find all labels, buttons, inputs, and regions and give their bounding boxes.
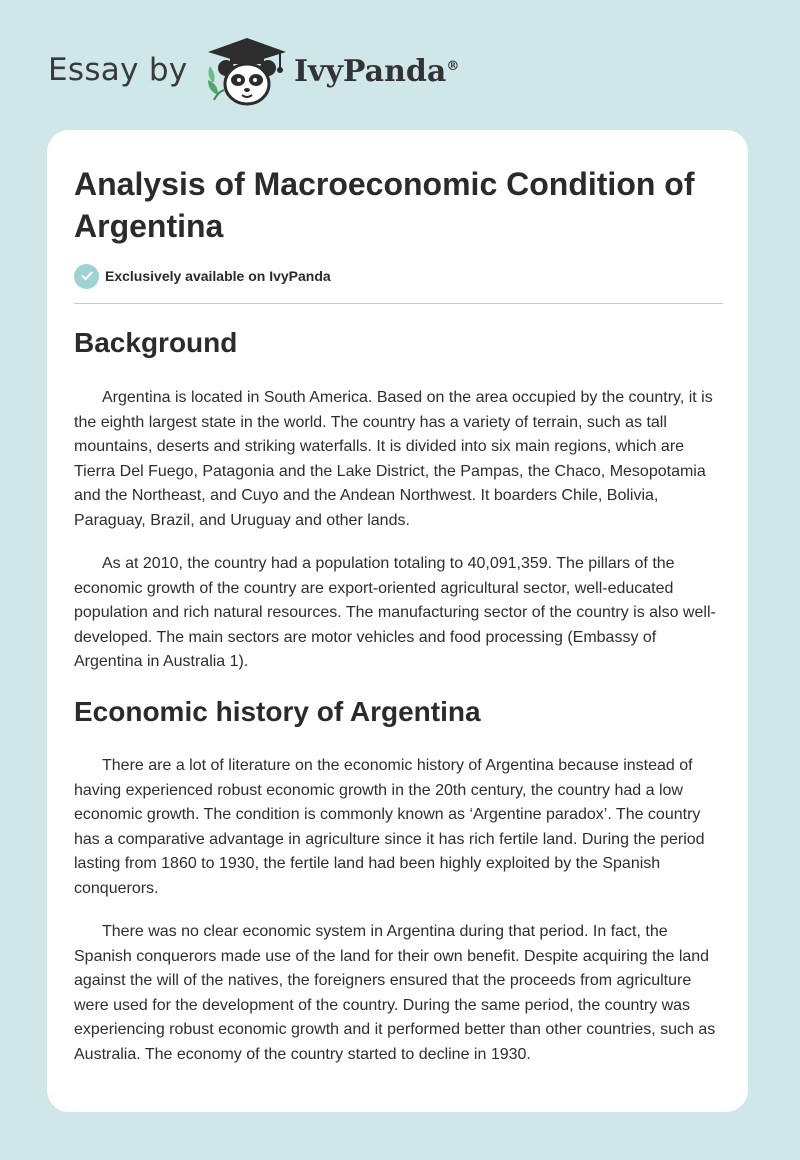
ivypanda-brand[interactable]	[294, 54, 459, 89]
paragraph: There was no clear economic system in Argentina during that period. In fact, the Spanish conquerors made use of the land for their own benefit. Despite acquiring the land against the will of the natives, the foreigners ensured that the proceeds from agriculture were used for the development of the country. During the same period, the country was experiencing robust economic growth and it performed better than other countries, such as Australia. The economy of the country started to decline in 1930.	[74, 923, 716, 1063]
site-header	[48, 34, 648, 114]
essay-by-label: Essay by	[48, 52, 188, 88]
paragraph: Argentina is located in South America. Based on the area occupied by the country, it is the eighth largest state in the world. The country has a variety of terrain, such as tall mountains, deserts and striking waterfalls. It is divided into six main regions, which are Tierra Del Fuego, Patagonia and the Lake District, the Pampas, the Chaco, Mesopotamia and the Northeast, and Cuyo and the Andean Northwest. It boarders Chile, Bolivia, Paraguay, Brazil, and Uruguay and other lands.	[74, 389, 713, 529]
check-circle-icon	[74, 264, 99, 289]
brand-name: IvyPanda	[294, 54, 447, 89]
divider	[74, 303, 723, 304]
paragraph: As at 2010, the country had a population totaling to 40,091,359. The pillars of the economic growth of the country are export-oriented agricultural sector, well-educated population and rich natural resources. The manufacturing sector of the country is also well-developed. The main sectors are motor vehicles and food processing (Embassy of Argentina in Australia 1).	[74, 555, 716, 671]
page-title: Analysis of Macroeconomic Condition of Argentina	[74, 166, 695, 244]
exclusive-badge-text: Exclusively available on IvyPanda	[105, 268, 331, 284]
paragraph: There are a lot of literature on the economic history of Argentina because instead of having experienced robust economic growth in the 20th century, the country had a low economic growth. The condition is commonly known as ‘Argentine paradox’. The country has a comparative advantage in agriculture since it has rich fertile land. During the period lasting from 1860 to 1930, the fertile land had been highly exploited by the Spanish conquerors.	[74, 757, 705, 897]
article-card	[47, 130, 748, 1112]
ivypanda-logo-icon[interactable]	[204, 34, 290, 110]
section-heading-economic-history: Economic history of Argentina	[74, 696, 481, 727]
registered-mark: ®	[446, 59, 460, 74]
exclusive-badge	[74, 263, 331, 289]
section-heading-background: Background	[74, 327, 238, 358]
